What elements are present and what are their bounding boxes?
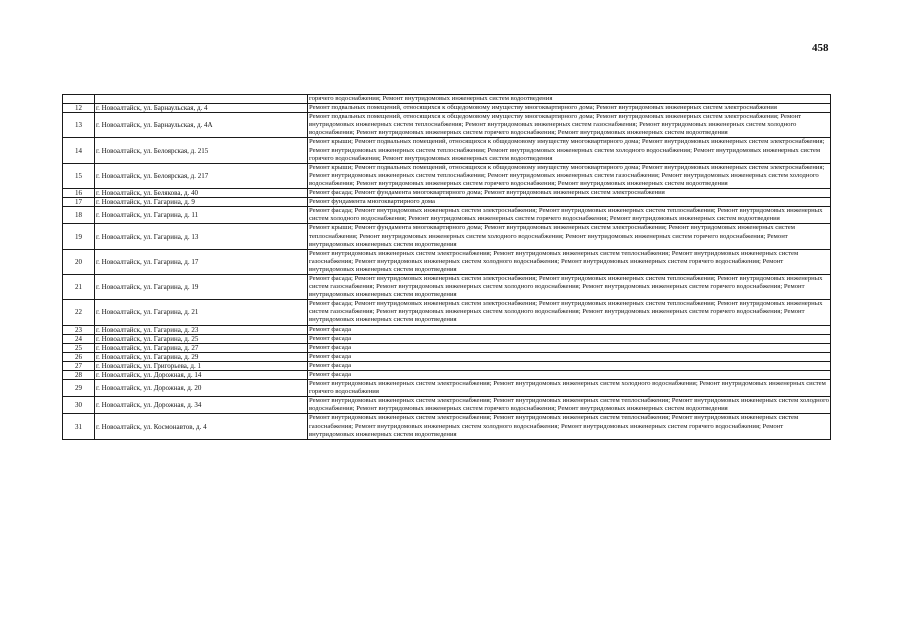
- row-number-cell: 31: [63, 414, 95, 439]
- row-number-cell: 27: [63, 361, 95, 370]
- works-cell: Ремонт фасада: [308, 371, 831, 380]
- works-cell: Ремонт фасада: [308, 361, 831, 370]
- works-cell: Ремонт фасада; Ремонт внутридомовых инженерных систем электроснабжения; Ремонт внутридомовых инженерных систем теплоснабжения; Ремонт внутридомовых инженерных систем газоснабжения; Ремонт внутридомовых инженерных систем холодного водоснабжения; Ремонт внутридомовых инженерных систем горячего водоснабжения; Ремонт внутридомовых инженерных систем водоотведения: [308, 300, 831, 325]
- row-number-cell: 20: [63, 249, 95, 274]
- row-number-cell: 30: [63, 397, 95, 414]
- address-cell: г. Новоалтайск, ул. Гагарина, д. 13: [95, 224, 308, 249]
- works-cell: Ремонт фасада; Ремонт фундамента многоквартирного дома; Ремонт внутридомовых инженерных систем электроснабжения: [308, 189, 831, 198]
- works-cell: Ремонт внутридомовых инженерных систем электроснабжения; Ремонт внутридомовых инженерных систем теплоснабжения; Ремонт внутридомовых инженерных систем газоснабжения; Ремонт внутридомовых инженерных систем холодного водоснабжения; Ремонт внутридомовых инженерных систем горячего водоснабжения; Ремонт внутридомовых инженерных систем водоотведения: [308, 249, 831, 274]
- row-number-cell: 29: [63, 380, 95, 397]
- table-row: [63, 352, 831, 361]
- table-row: [63, 163, 831, 188]
- works-cell: Ремонт крыши; Ремонт фундамента многоквартирного дома; Ремонт внутридомовых инженерных систем электроснабжения; Ремонт внутридомовых инженерных систем теплоснабжения; Ремонт внутридомовых инженерных систем холодного водоснабжения; Ремонт внутридомовых инженерных систем горячего водоснабжения; Ремонт внутридомовых инженерных систем водоотведения: [308, 224, 831, 249]
- works-cell: Ремонт фасада: [308, 352, 831, 361]
- works-cell: Ремонт фасада; Ремонт внутридомовых инженерных систем электроснабжения; Ремонт внутридомовых инженерных систем теплоснабжения; Ремонт внутридомовых инженерных систем газоснабжения; Ремонт внутридомовых инженерных систем холодного водоснабжения; Ремонт внутридомовых инженерных систем горячего водоснабжения; Ремонт внутридомовых инженерных систем водоотведения: [308, 274, 831, 299]
- repair-works-table-body: [63, 95, 831, 440]
- table-row: [63, 334, 831, 343]
- row-number-cell: 18: [63, 207, 95, 224]
- table-row: [63, 397, 831, 414]
- address-cell: г. Новоалтайск, ул. Белякова, д. 40: [95, 189, 308, 198]
- works-cell: Ремонт фасада: [308, 325, 831, 334]
- table-row: [63, 189, 831, 198]
- address-cell: [95, 95, 308, 104]
- table-row: [63, 95, 831, 104]
- table-row: [63, 113, 831, 138]
- page-number: 458: [812, 42, 829, 54]
- table-row: [63, 138, 831, 163]
- address-cell: г. Новоалтайск, ул. Дорожная, д. 20: [95, 380, 308, 397]
- works-cell: горячего водоснабжения; Ремонт внутридомовых инженерных систем водоотведения: [308, 95, 831, 104]
- works-cell: Ремонт подвальных помещений, относящихся к общедомовому имуществу многоквартирного дома; Ремонт внутридомовых инженерных систем электроснабжения; Ремонт внутридомовых инженерных систем теплоснабжения; Ремонт внутридомовых инженерных систем газоснабжения; Ремонт внутридомовых инженерных систем холодного водоснабжения; Ремонт внутридомовых инженерных систем горячего водоснабжения; Ремонт внутридомовых инженерных систем водоотведения: [308, 113, 831, 138]
- address-cell: г. Новоалтайск, ул. Гагарина, д. 29: [95, 352, 308, 361]
- row-number-cell: 25: [63, 343, 95, 352]
- address-cell: г. Новоалтайск, ул. Гагарина, д. 19: [95, 274, 308, 299]
- works-cell: Ремонт крыши; Ремонт подвальных помещений, относящихся к общедомовому имуществу многоквартирного дома; Ремонт внутридомовых инженерных систем электроснабжения; Ремонт внутридомовых инженерных систем теплоснабжения; Ремонт внутридомовых инженерных систем газоснабжения; Ремонт внутридомовых инженерных систем холодного водоснабжения; Ремонт внутридомовых инженерных систем горячего водоснабжения; Ремонт внутридомовых инженерных систем водоотведения: [308, 163, 831, 188]
- row-number-cell: 14: [63, 138, 95, 163]
- row-number-cell: 13: [63, 113, 95, 138]
- row-number-cell: 26: [63, 352, 95, 361]
- address-cell: г. Новоалтайск, ул. Дорожная, д. 14: [95, 371, 308, 380]
- row-number-cell: 28: [63, 371, 95, 380]
- works-cell: Ремонт фундамента многоквартирного дома: [308, 198, 831, 207]
- address-cell: г. Новоалтайск, ул. Гагарина, д. 27: [95, 343, 308, 352]
- works-cell: Ремонт внутридомовых инженерных систем электроснабжения; Ремонт внутридомовых инженерных систем теплоснабжения; Ремонт внутридомовых инженерных систем холодного водоснабжения; Ремонт внутридомовых инженерных систем горячего водоснабжения; Ремонт внутридомовых инженерных систем водоотведения: [309, 397, 829, 413]
- address-cell: г. Новоалтайск, ул. Барнаульская, д. 4А: [95, 113, 308, 138]
- table-row: [63, 300, 831, 325]
- table-row: [63, 414, 831, 439]
- table-row: [63, 325, 831, 334]
- address-cell: г. Новоалтайск, ул. Барнаульская, д. 4: [95, 104, 308, 113]
- row-number-cell: 21: [63, 274, 95, 299]
- address-cell: г. Новоалтайск, ул. Гагарина, д. 17: [95, 249, 308, 274]
- row-number-cell: 24: [63, 334, 95, 343]
- works-cell: Ремонт фасада; Ремонт внутридомовых инженерных систем электроснабжения; Ремонт внутридомовых инженерных систем теплоснабжения; Ремонт внутридомовых инженерных систем холодного водоснабжения; Ремонт внутридомовых инженерных систем горячего водоснабжения; Ремонт внутридомовых инженерных систем водоотведения: [308, 207, 831, 224]
- row-number-cell: [63, 95, 95, 104]
- works-cell: Ремонт фасада: [308, 334, 831, 343]
- row-number-cell: 16: [63, 189, 95, 198]
- address-cell: г. Новоалтайск, ул. Гагарина, д. 9: [95, 198, 308, 207]
- row-number-cell: 17: [63, 198, 95, 207]
- table-row: [63, 207, 831, 224]
- works-cell: Ремонт фасада: [308, 343, 831, 352]
- works-cell: Ремонт подвальных помещений, относящихся к общедомовому имуществу многоквартирного дома; Ремонт внутридомовых инженерных систем электроснабжения: [308, 104, 831, 113]
- address-cell: г. Новоалтайск, ул. Гагарина, д. 25: [95, 334, 308, 343]
- table-row: [63, 361, 831, 370]
- row-number-cell: 23: [63, 325, 95, 334]
- row-number-cell: 12: [63, 104, 95, 113]
- address-cell: г. Новоалтайск, ул. Гагарина, д. 11: [95, 207, 308, 224]
- works-cell: Ремонт крыши; Ремонт подвальных помещений, относящихся к общедомовому имуществу многоквартирного дома; Ремонт внутридомовых инженерных систем электроснабжения; Ремонт внутридомовых инженерных систем теплоснабжения; Ремонт внутридомовых инженерных систем холодного водоснабжения; Ремонт внутридомовых инженерных систем горячего водоснабжения; Ремонт внутридомовых инженерных систем водоотведения: [308, 138, 831, 163]
- table-row: [63, 249, 831, 274]
- address-cell: г. Новоалтайск, ул. Гагарина, д. 23: [95, 325, 308, 334]
- row-number-cell: 15: [63, 163, 95, 188]
- table-row: [63, 343, 831, 352]
- table-row: [63, 224, 831, 249]
- address-cell: г. Новоалтайск, ул. Гагарина, д. 21: [95, 300, 308, 325]
- address-cell: г. Новоалтайск, ул. Дорожная, д. 34: [95, 397, 308, 414]
- table-row: [63, 380, 831, 397]
- row-number-cell: 19: [63, 224, 95, 249]
- repair-works-table: [62, 94, 831, 440]
- table-row: [63, 371, 831, 380]
- row-number-cell: 22: [63, 300, 95, 325]
- address-cell: г. Новоалтайск, ул. Космонавтов, д. 4: [95, 414, 308, 439]
- table-row: [63, 198, 831, 207]
- address-cell: г. Новоалтайск, ул. Григорьева, д. 1: [95, 361, 308, 370]
- table-row: [63, 274, 831, 299]
- address-cell: г. Новоалтайск, ул. Белоярская, д. 215: [95, 138, 308, 163]
- works-cell: Ремонт внутридомовых инженерных систем электроснабжения; Ремонт внутридомовых инженерных систем холодного водоснабжения; Ремонт внутридомовых инженерных систем горячего водоснабжения: [308, 380, 831, 397]
- address-cell: г. Новоалтайск, ул. Белоярская, д. 217: [95, 163, 308, 188]
- table-row: [63, 104, 831, 113]
- works-cell: Ремонт внутридомовых инженерных систем электроснабжения; Ремонт внутридомовых инженерных систем теплоснабжения; Ремонт внутридомовых инженерных систем газоснабжения; Ремонт внутридомовых инженерных систем холодного водоснабжения; Ремонт внутридомовых инженерных систем горячего водоснабжения; Ремонт внутридомовых инженерных систем водоотведения: [308, 414, 831, 439]
